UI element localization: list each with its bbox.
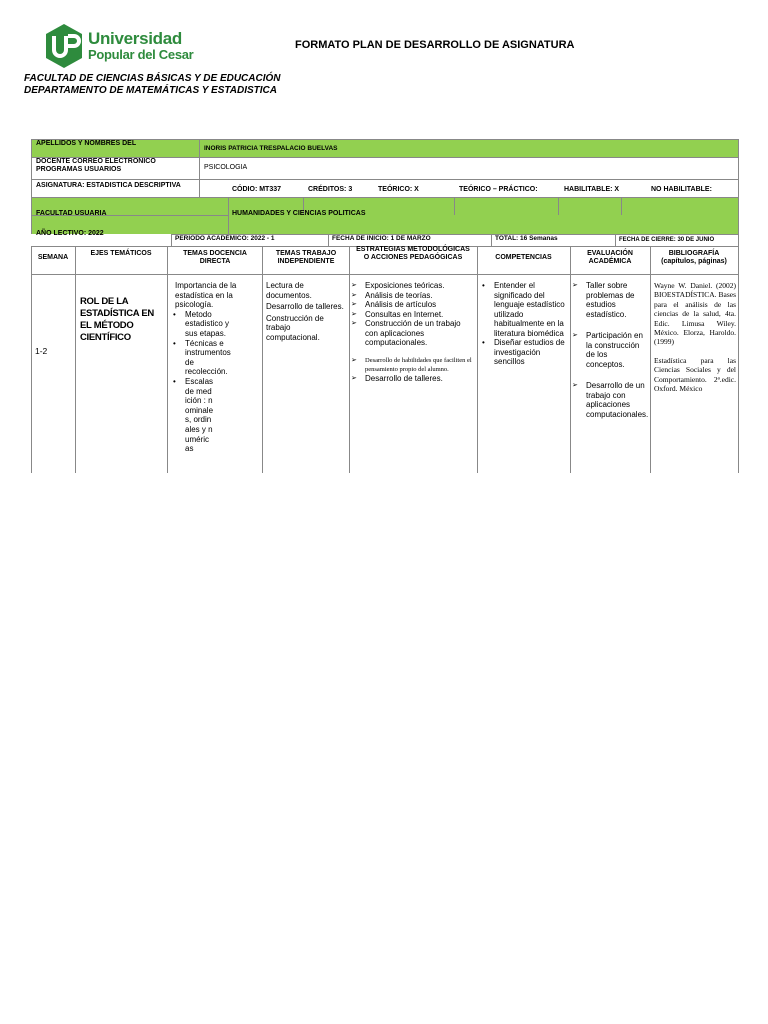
evaluacion-item: ➢ Desarrollo de un trabajo con aplicaciones computacionales. [572, 381, 648, 419]
header-competencias: COMPETENCIAS [495, 254, 552, 261]
col-border-8 [738, 246, 739, 473]
fecha-inicio-cell [328, 234, 491, 246]
teorico: TEÓRICO: X [378, 186, 419, 193]
green-blank-cell-2 [454, 197, 558, 215]
competencia-item: • Diseñar estudios de investigación sencillos [480, 338, 568, 367]
evaluacion-list [572, 281, 648, 419]
total-cell [491, 234, 615, 246]
facultad-usuaria-value: HUMANIDADES Y CIENCIAS POLITICAS [232, 210, 366, 217]
header-evaluacion: EVALUACIÓN ACADÉMICA [587, 250, 633, 265]
docencia-item: • Técnicas e instrumentos de recolección. [171, 339, 237, 377]
estrategia-item: ➢ Construcción de un trabajo con aplicaciones computacionales. [351, 319, 473, 348]
periodo-cell [171, 234, 328, 246]
fecha-inicio: FECHA DE INICIO: 1 DE MARZO [332, 235, 431, 242]
col-border-5 [477, 246, 478, 473]
row-competencias [480, 281, 568, 367]
estrategias-list [351, 281, 473, 383]
apellidos-label-cell [31, 139, 199, 157]
header-bibliografia [650, 250, 738, 266]
row-evaluacion [572, 281, 648, 419]
docente-label-cell [31, 157, 199, 179]
trabajo-lectura: Lectura de documentos. [266, 281, 312, 300]
total-semanas: TOTAL: 16 Semanas [495, 235, 558, 242]
teorico-practico: TEÓRICO – PRÁCTICO: [459, 186, 538, 193]
codigo: CÓDIO: MT337 [232, 186, 282, 193]
creditos: CRÉDITOS: 3 [308, 186, 353, 193]
header-temas-docencia: TEMAS DOCENCIA DIRECTA [183, 250, 247, 265]
estrategia-item: ➢ Consultas en Internet. [351, 310, 473, 320]
header-bibliografia-title: BIBLIOGRAFÍA [668, 250, 720, 257]
competencias-list [480, 281, 568, 367]
faculty-heading: FACULTAD DE CIENCIAS BÁSICAS Y DE EDUCACIÓN DEPARTAMENTO DE MATEMÁTICAS Y ESTADISTICA [24, 73, 281, 96]
docencia-item: • Metodo estadistico y sus etapas. [171, 310, 237, 339]
evaluacion-item: ➢ Taller sobre problemas de estudios estadístico. [572, 281, 648, 319]
docente-name: INORIS PATRICIA TRESPALACIO BUELVAS [204, 145, 338, 152]
green-blank-cell-4 [621, 197, 739, 215]
estrategia-item: ➢ Desarrollo de talleres. [351, 374, 473, 384]
no-habilitable: NO HABILITABLE: [651, 186, 712, 193]
apellidos-value-cell [199, 139, 739, 157]
col-border-4 [349, 246, 350, 473]
fecha-cierre-cell [615, 234, 739, 246]
header-temas-trabajo: TEMAS TRABAJO INDEPENDIENTE [275, 250, 337, 265]
estrategia-item: ➢ Exposiciones teóricas. [351, 281, 473, 291]
bibliografia-ref-1: Wayne W. Daniel. (2002) BIOESTADÍSTICA. Bases para el análisis de las ciencias de la salud, 4ta. Edic. Limusa Wiley. México. Elorza, Haroldo. (1999) [654, 281, 736, 347]
row-temas-docencia [171, 281, 263, 454]
header-semana: SEMANA [37, 254, 69, 261]
docencia-intro: Importancia de la estadística en la psicología. [175, 281, 237, 310]
docencia-item: • Escalas de medición : nominales, ordinales y numéricas [171, 377, 213, 454]
row-temas-trabajo [266, 281, 346, 342]
competencia-item: • Entender el significado del lenguaje estadístico utilizado habitualmente en la literatura biomédica [480, 281, 568, 338]
header-bibliografia-sub: (capítulos, páginas) [661, 258, 727, 265]
docencia-list [171, 310, 237, 454]
evaluacion-item: ➢ Participación en la construcción de los conceptos. [572, 331, 648, 369]
estrategia-item: ➢ Análisis de artículos [351, 300, 473, 310]
asignatura-label: ASIGNATURA: ESTADISTICA DESCRIPTIVA [36, 182, 181, 189]
document-title: FORMATO PLAN DE DESARROLLO DE ASIGNATURA [295, 39, 575, 51]
apellidos-label: APELLIDOS Y NOMBRES DEL [36, 140, 137, 147]
row-eje-tematico: ROL DE LA ESTADÍSTICA EN EL MÉTODO CIENTÍFICO [80, 296, 154, 343]
table-header-border [31, 274, 739, 275]
programa-value-cell [199, 157, 739, 179]
logo-text-university: Universidad [88, 29, 183, 48]
programa-value: PSICOLOGIA [204, 164, 248, 171]
bibliografia-ref-2: Estadística para las Ciencias Sociales y del Comportamiento. 2ª.edic. Oxford. México [654, 355, 736, 394]
col-border-7 [650, 246, 651, 473]
row-bibliografia [654, 281, 736, 393]
estrategia-item: ➢ Análisis de teorías. [351, 291, 473, 301]
docente-label: DOCENTE CORREO ELECTRÓNICO PROGRAMAS USUARIOS [36, 158, 156, 173]
plan-table [31, 246, 739, 473]
col-border-6 [570, 246, 571, 473]
green-blank-cell-3 [558, 197, 621, 215]
col-border-0 [31, 246, 32, 473]
asignatura-details-cell [199, 179, 739, 197]
facultad-usuaria-value-cell [228, 197, 366, 217]
row-semana: 1-2 [35, 346, 48, 356]
trabajo-talleres: Desarrollo de talleres. [266, 302, 344, 311]
col-border-2 [167, 246, 168, 473]
asignatura-cell [31, 179, 199, 197]
trabajo-construccion: Construcción de trabajo computacional. [266, 313, 324, 342]
anio-lectivo: AÑO LECTIVO: 2022 [36, 230, 104, 237]
fecha-cierre: FECHA DE CIERRE: 30 DE JUNIO [619, 237, 715, 243]
estrategia-item-small: ➢ Desarrollo de habilidades que faciliten el pensamiento propio del alumno. [351, 356, 473, 374]
header-ejes: EJES TEMÁTICOS [90, 250, 152, 257]
habilitable: HABILITABLE: X [564, 186, 620, 193]
facultad-usuaria-cell [31, 197, 228, 215]
logo-text-name: Popular del Cesar [88, 47, 194, 62]
col-border-1 [75, 246, 76, 473]
header-estrategias: ESTRATEGIAS METODOLÓGICAS O ACCIONES PEDAGÓGICAS [356, 246, 470, 261]
university-logo-icon [44, 24, 84, 68]
facultad-usuaria-label: FACULTAD USUARIA [36, 210, 107, 215]
row-estrategias [351, 281, 473, 383]
periodo: PERIODO ACADÉMICO: 2022 - 1 [175, 235, 275, 242]
